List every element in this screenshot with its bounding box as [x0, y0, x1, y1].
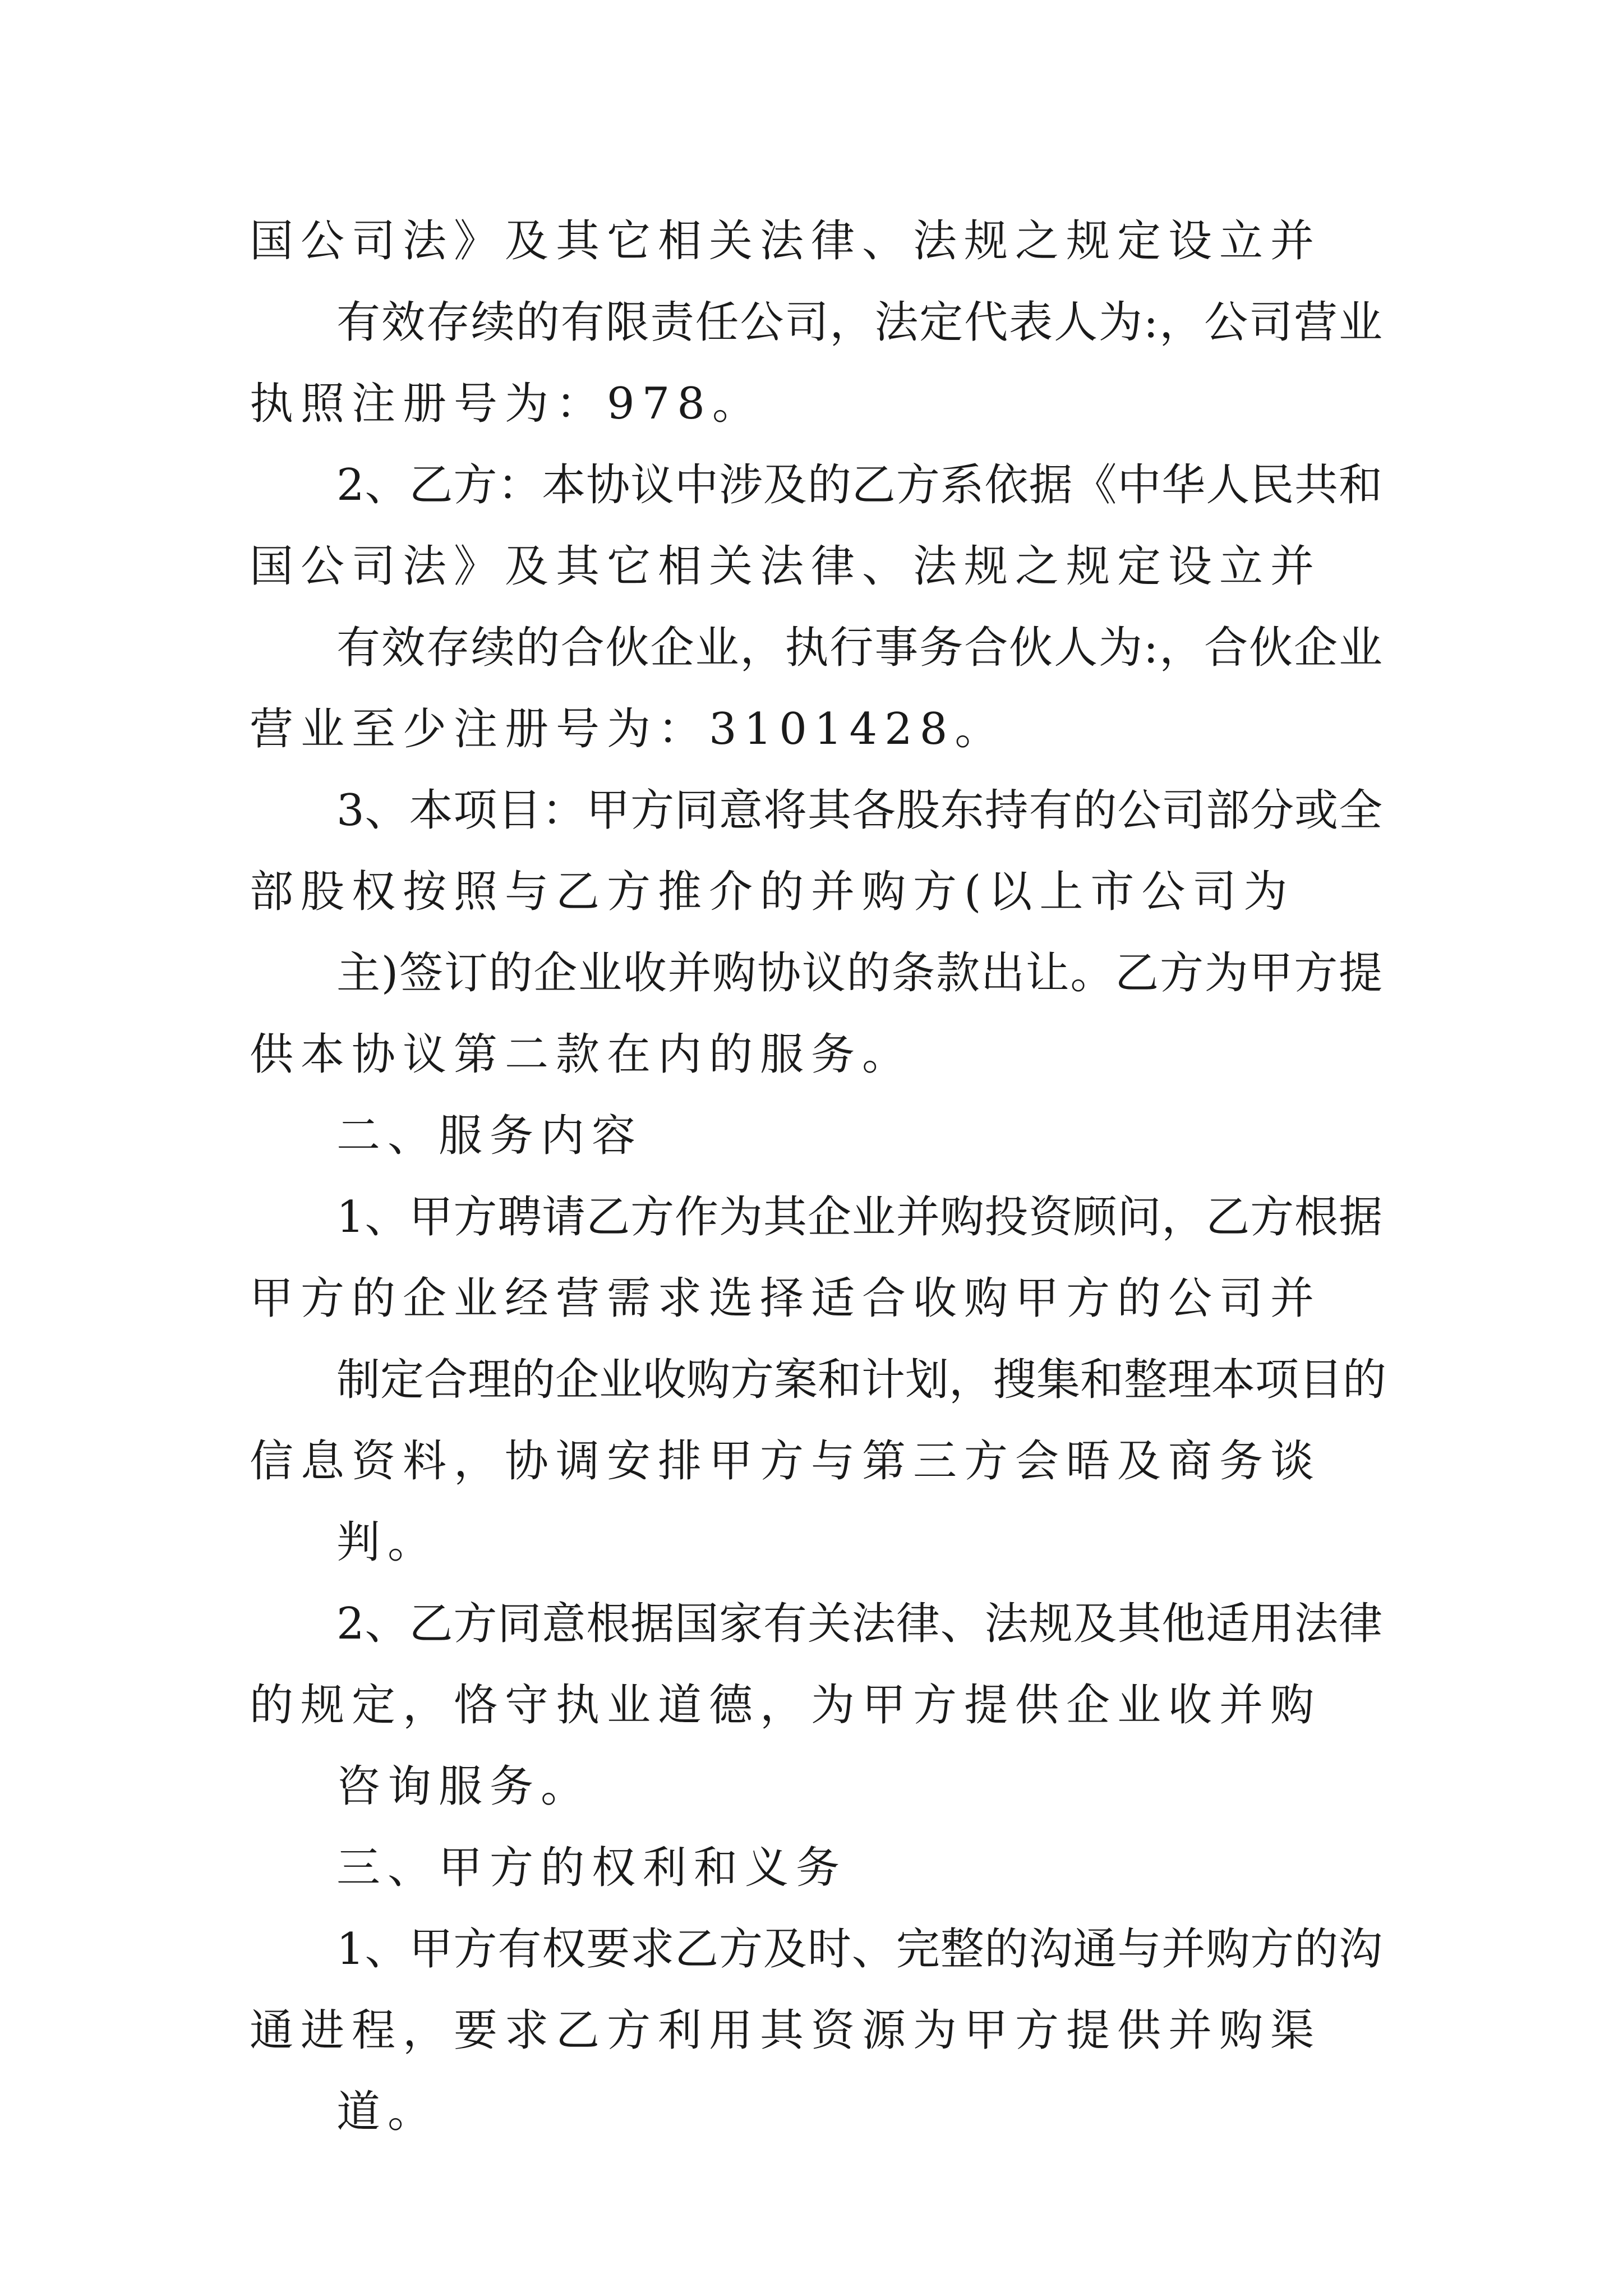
text-line: 营业至少注册号为：3101428。	[250, 704, 1006, 754]
text-line: 判。	[336, 1517, 439, 1568]
text-line: 2、乙方同意根据国家有关法律、法规及其他适用法律	[336, 1599, 1382, 1649]
section-heading: 二、服务内容	[336, 1111, 643, 1161]
text-line: 道。	[336, 2087, 439, 2137]
text-line: 制定合理的企业收购方案和计划，搜集和整理本项目的	[336, 1355, 1387, 1405]
text-line: 咨询服务。	[336, 1761, 592, 1812]
text-line: 国公司法》及其它相关法律、法规之规定设立并	[250, 541, 1322, 592]
text-line: 3、本项目：甲方同意将其各股东持有的公司部分或全	[336, 785, 1382, 836]
text-line: 供本协议第二款在内的服务。	[250, 1029, 914, 1080]
text-line: 甲方的企业经营需求选择适合收购甲方的公司并	[250, 1273, 1322, 1324]
text-line: 主)签订的企业收并购协议的条款出让。乙方为甲方提	[336, 948, 1382, 999]
text-line: 部股权按照与乙方推介的并购方(以上市公司为	[250, 867, 1295, 917]
text-line: 1、甲方聘请乙方作为其企业并购投资顾问，乙方根据	[336, 1192, 1382, 1243]
section-heading: 三、甲方的权利和义务	[336, 1843, 847, 1893]
text-line: 国公司法》及其它相关法律、法规之规定设立并	[250, 216, 1322, 266]
text-line: 有效存续的合伙企业，执行事务合伙人为:，合伙企业	[336, 623, 1382, 673]
text-line: 1、甲方有权要求乙方及时、完整的沟通与并购方的沟	[336, 1924, 1382, 1975]
text-line: 有效存续的有限责任公司，法定代表人为:，公司营业	[336, 297, 1382, 348]
text-line: 通进程，要求乙方利用其资源为甲方提供并购渠	[250, 2005, 1322, 2056]
text-line: 的规定，恪守执业道德，为甲方提供企业收并购	[250, 1680, 1322, 1731]
text-line: 信息资料，协调安排甲方与第三方会晤及商务谈	[250, 1436, 1322, 1487]
text-line: 2、乙方：本协议中涉及的乙方系依据《中华人民共和	[336, 460, 1382, 510]
text-line: 执照注册号为：978。	[250, 379, 763, 429]
